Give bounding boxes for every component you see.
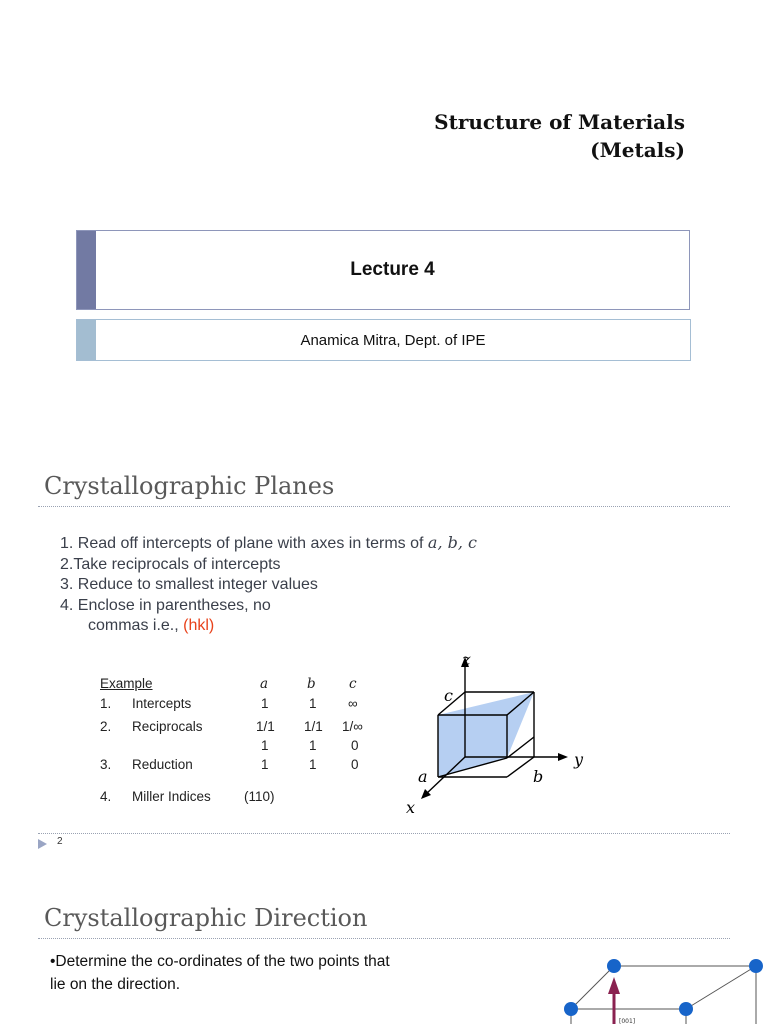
row-1-a: 1 [261, 696, 269, 711]
lecture-label: Lecture 4 [350, 259, 435, 280]
label-a: a [418, 767, 428, 786]
step-3: 3. Reduce to smallest integer values [60, 576, 318, 593]
direction-arrowhead [608, 977, 620, 994]
page-number: 2 [57, 836, 63, 847]
direction-lattice-diagram [552, 952, 768, 1024]
clipped-next-bullet [50, 1020, 430, 1024]
miller-plane-diagram [400, 645, 600, 820]
label-z: z [462, 650, 471, 669]
author-accent-bar [77, 320, 96, 360]
col-header-a: a [260, 676, 269, 692]
row-3-label: Reduction [132, 757, 193, 772]
label-y: y [574, 750, 584, 769]
row-2-c: 1/∞ [342, 719, 363, 734]
row-2-label: Reciprocals [132, 719, 203, 734]
page-triangle-icon [38, 839, 47, 849]
row-3-a: 1 [261, 757, 269, 772]
row-4-label: Miller Indices [132, 789, 211, 804]
title-line-1: Structure of Materials [434, 110, 685, 134]
direction-heading-rule [38, 938, 730, 939]
lattice-edges [571, 966, 756, 1024]
author-box [76, 319, 691, 361]
row-3-b: 1 [309, 757, 317, 772]
lecture-accent-bar [77, 231, 96, 309]
planes-heading: Crystallographic Planes [44, 472, 335, 500]
row-2b-c: 0 [351, 738, 359, 753]
row-3-num: 3. [100, 757, 112, 772]
direction-label: [001] [619, 1018, 636, 1024]
row-4-num: 4. [100, 789, 112, 804]
step-1-vars: a, b, c [427, 533, 477, 552]
step-1: 1. Read off intercepts of plane with axes in terms of a, b, c [60, 533, 477, 552]
author-label: Anamica Mitra, Dept. of IPE [300, 331, 486, 349]
row-2-num: 2. [100, 719, 112, 734]
col-header-b: b [307, 676, 316, 692]
lattice-atoms [564, 959, 763, 1016]
row-1-b: 1 [309, 696, 317, 711]
label-b: b [533, 767, 544, 786]
step-2: 2.Take reciprocals of intercepts [60, 555, 281, 573]
planes-heading-rule [38, 506, 730, 507]
direction-bullets [50, 950, 390, 996]
step-4-cont: commas i.e., (hkl) [88, 617, 215, 634]
example-title: Example [100, 676, 153, 691]
row-4-a: (110) [244, 789, 275, 804]
bullet-1-line-2: lie on the direction. [50, 976, 181, 993]
col-header-c: c [349, 676, 357, 692]
row-1-c: ∞ [348, 696, 358, 711]
row-2-b: 1/1 [304, 719, 323, 734]
bullet-1-line-1: •Determine the co-ordinates of the two points that [50, 953, 390, 970]
lecture-box [76, 230, 690, 310]
step-4: 4. Enclose in parentheses, no [60, 596, 271, 614]
y-arrowhead [558, 753, 568, 761]
row-1-label: Intercepts [132, 696, 192, 711]
hkl-notation: (hkl) [183, 617, 215, 634]
slide2-footer-rule [38, 833, 730, 834]
row-2-a: 1/1 [256, 719, 275, 734]
steps-list [60, 533, 477, 637]
row-2b-b: 1 [309, 738, 317, 753]
row-3-c: 0 [351, 757, 359, 772]
row-2b-a: 1 [261, 738, 269, 753]
slide1-title [434, 108, 685, 164]
title-line-2: (Metals) [590, 138, 685, 162]
direction-heading: Crystallographic Direction [44, 904, 368, 932]
label-c: c [444, 686, 453, 705]
row-1-num: 1. [100, 696, 112, 711]
label-x: x [406, 798, 416, 817]
